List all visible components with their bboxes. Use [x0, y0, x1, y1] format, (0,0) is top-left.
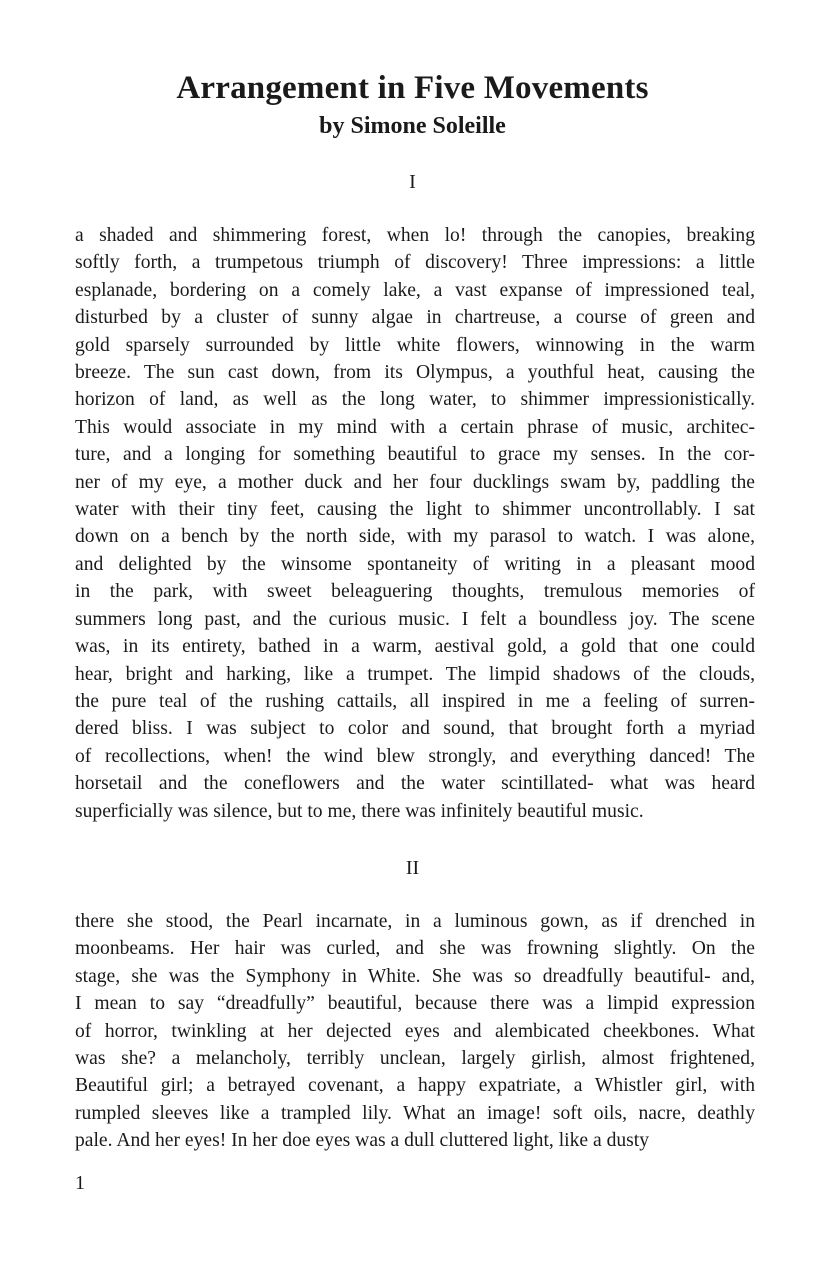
- section-1-body: [75, 222, 755, 825]
- text-line: down on a bench by the north side, with my parasol to watch. I was alone,: [75, 526, 755, 548]
- text-line: horizon of land, as well as the long water, to shimmer impressionistically.: [75, 389, 755, 411]
- section-2-numeral: II: [405, 857, 420, 879]
- text-line: horsetail and the coneflowers and the water scintillated- what was heard: [75, 773, 755, 795]
- text-line: was she? a melancholy, terribly unclean, largely girlish, almost frightened,: [75, 1048, 755, 1070]
- text-line: dered bliss. I was subject to color and sound, that brought forth a myriad: [75, 718, 755, 740]
- text-line: moonbeams. Her hair was curled, and she was frowning slightly. On the: [75, 938, 755, 960]
- text-line: summers long past, and the curious music. I felt a boundless joy. The scene: [75, 608, 755, 630]
- text-line: there she stood, the Pearl incarnate, in a luminous gown, as if drenched in: [75, 911, 755, 932]
- text-line: a shaded and shimmering forest, when lo! through the canopies, breaking: [75, 225, 755, 246]
- text-line: hear, bright and harking, like a trumpet. The limpid shadows of the clouds,: [75, 663, 755, 685]
- text-line: superficially was silence, but to me, there was infinitely beautiful music.: [75, 800, 644, 822]
- document-title: Arrangement in Five Movements: [176, 70, 649, 106]
- text-line: and delighted by the winsome spontaneity of writing in a pleasant mood: [75, 553, 755, 575]
- section-1-numeral: I: [409, 171, 416, 193]
- text-line: the pure teal of the rushing cattails, all inspired in me a feeling of surren-: [75, 690, 755, 712]
- text-line: softly forth, a trumpetous triumph of discovery! Three impressions: a little: [75, 252, 755, 274]
- text-line: This would associate in my mind with a certain phrase of music, architec-: [75, 416, 755, 438]
- section-2-body: [75, 908, 755, 1155]
- text-line: of recollections, when! the wind blew strongly, and everything danced! The: [75, 745, 755, 767]
- text-line: was, in its entirety, bathed in a warm, aestival gold, a gold that one could: [75, 636, 755, 658]
- text-line: ner of my eye, a mother duck and her four ducklings swam by, paddling the: [75, 471, 755, 493]
- text-line: of horror, twinkling at her dejected eyes and alembicated cheekbones. What: [75, 1020, 755, 1042]
- text-line: in the park, with sweet beleaguering thoughts, tremulous memories of: [75, 581, 755, 603]
- text-line: I mean to say “dreadfully” beautiful, because there was a limpid expression: [75, 993, 755, 1015]
- text-line: stage, she was the Symphony in White. She was so dreadfully beautiful- and,: [75, 965, 755, 987]
- text-line: water with their tiny feet, causing the light to shimmer uncontrollably. I sat: [75, 499, 755, 521]
- text-line: Beautiful girl; a betrayed covenant, a happy expatriate, a Whistler girl, with: [75, 1075, 755, 1097]
- text-line: ture, and a longing for something beautiful to grace my senses. In the cor-: [75, 444, 755, 466]
- text-line: breeze. The sun cast down, from its Olympus, a youthful heat, causing the: [75, 362, 755, 384]
- text-line: disturbed by a cluster of sunny algae in chartreuse, a course of green and: [75, 307, 755, 329]
- text-line: gold sparsely surrounded by little white flowers, winnowing in the warm: [75, 334, 755, 356]
- text-line: pale. And her eyes! In her doe eyes was a dull cluttered light, like a dusty: [75, 1130, 650, 1152]
- text-line: esplanade, bordering on a comely lake, a vast expanse of impressioned teal,: [75, 279, 755, 301]
- page-number: 1: [75, 1172, 85, 1194]
- author-byline: by Simone Soleille: [319, 113, 506, 139]
- text-line: rumpled sleeves like a trampled lily. What an image! soft oils, nacre, deathly: [75, 1102, 755, 1124]
